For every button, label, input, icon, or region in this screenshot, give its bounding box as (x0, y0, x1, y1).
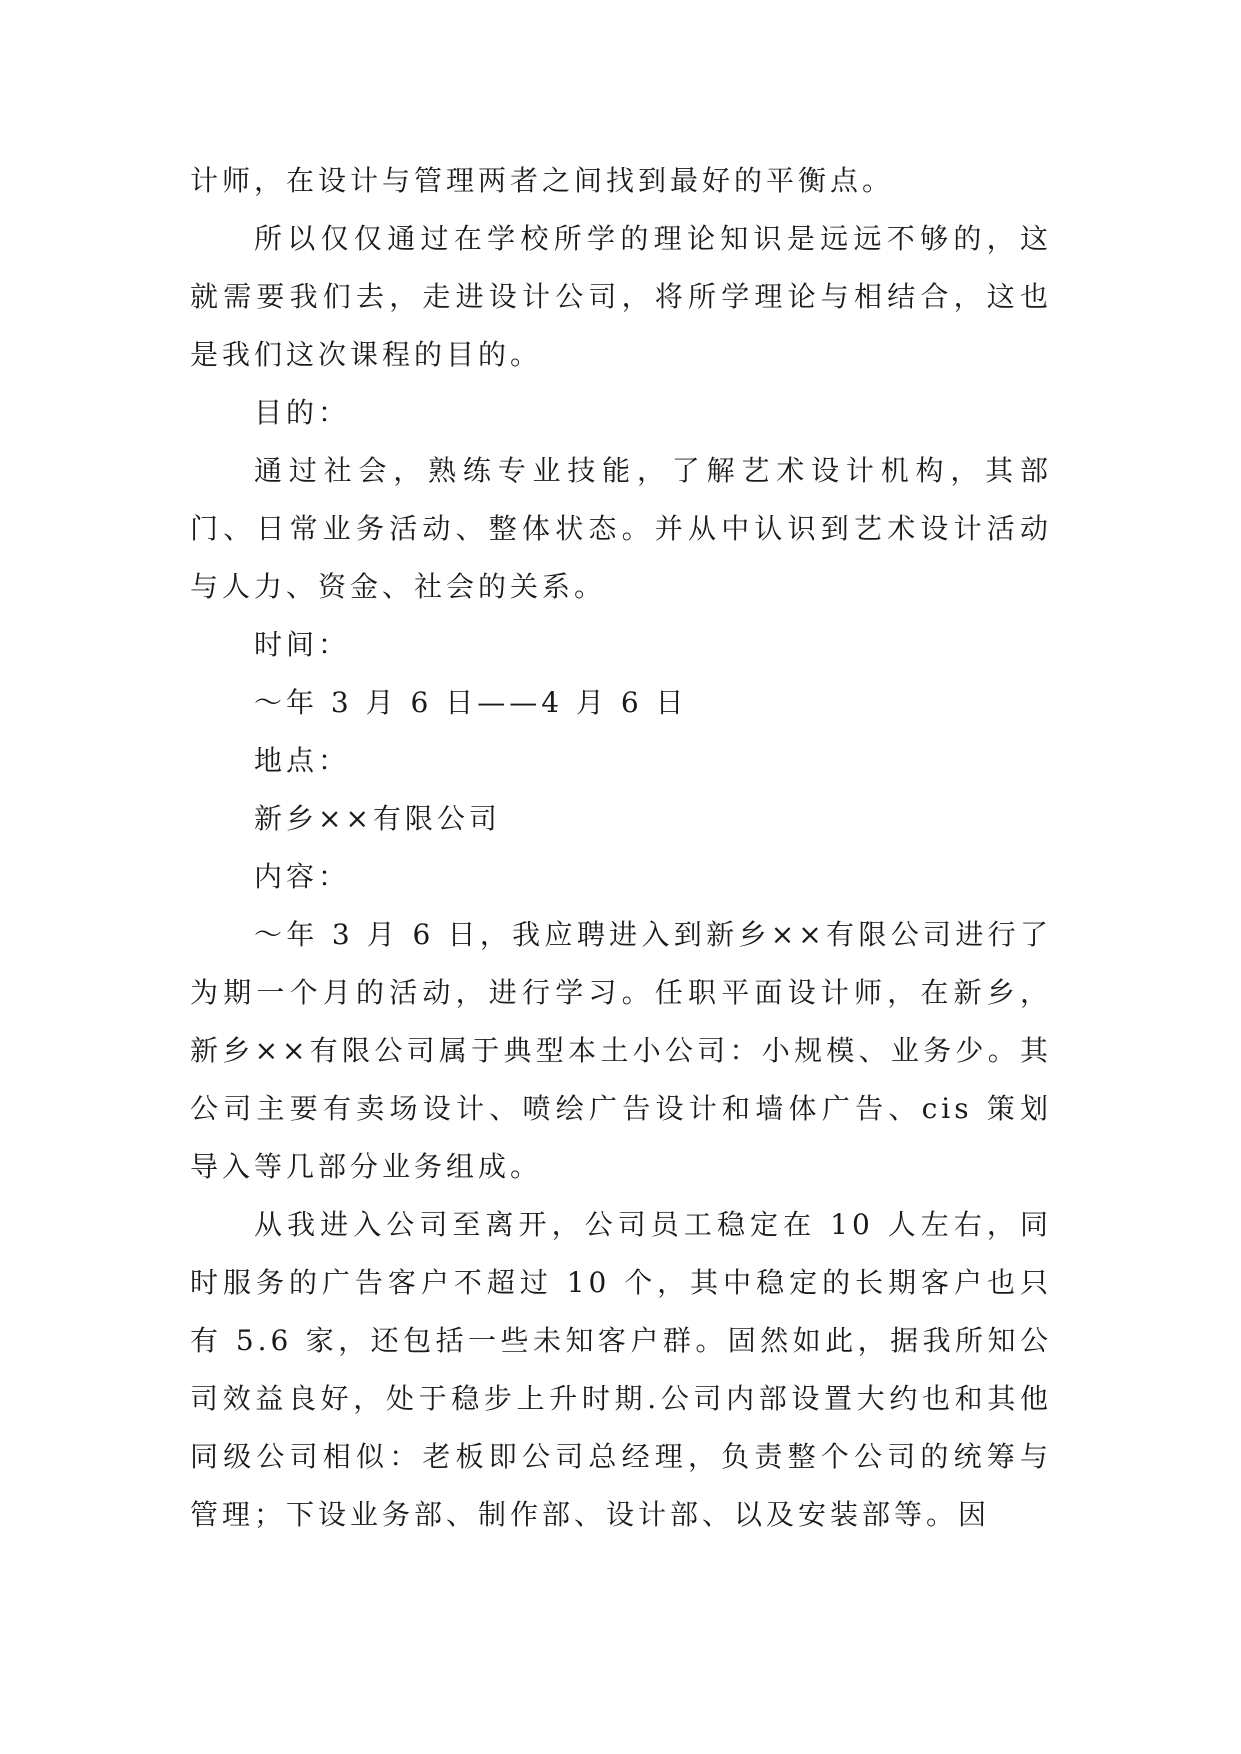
paragraph-time: ～年 3 月 6 日——4 月 6 日 (254, 686, 688, 719)
heading-content: 内容： (254, 860, 351, 893)
heading-location: 地点： (254, 744, 351, 777)
paragraph-2: 所以仅仅通过在学校所学的理论知识是远远不够的，这就需要我们去，走进设计公司，将所学理论与相结合，这也是我们这次课程的目的。 (190, 222, 1052, 371)
heading-purpose: 目的： (254, 396, 351, 429)
paragraph-content-1: ～年 3 月 6 日，我应聘进入到新乡××有限公司进行了为期一个月的活动，进行学习。任职平面设计师，在新乡，新乡××有限公司属于典型本土小公司：小规模、业务少。其公司主要有卖场设计、喷绘广告设计和墙体广告、cis 策划导入等几部分业务组成。 (190, 918, 1052, 1183)
paragraph-content-2: 从我进入公司至离开，公司员工稳定在 10 人左右，同时服务的广告客户不超过 10 个，其中稳定的长期客户也只有 5.6 家，还包括一些未知客户群。固然如此，据我所知公司效益良好，处于稳步上升时期.公司内部设置大约也和其他同级公司相似：老板即公司总经理，负责整个公司的统筹与管理；下设业务部、制作部、设计部、以及安装部等。因 (190, 1208, 1052, 1531)
paragraph-purpose: 通过社会，熟练专业技能，了解艺术设计机构，其部门、日常业务活动、整体状态。并从中认识到艺术设计活动与人力、资金、社会的关系。 (190, 454, 1052, 603)
paragraph-1: 计师，在设计与管理两者之间找到最好的平衡点。 (190, 164, 895, 197)
document-body (190, 152, 1052, 1544)
heading-time: 时间： (254, 628, 351, 661)
paragraph-location: 新乡××有限公司 (254, 802, 501, 835)
